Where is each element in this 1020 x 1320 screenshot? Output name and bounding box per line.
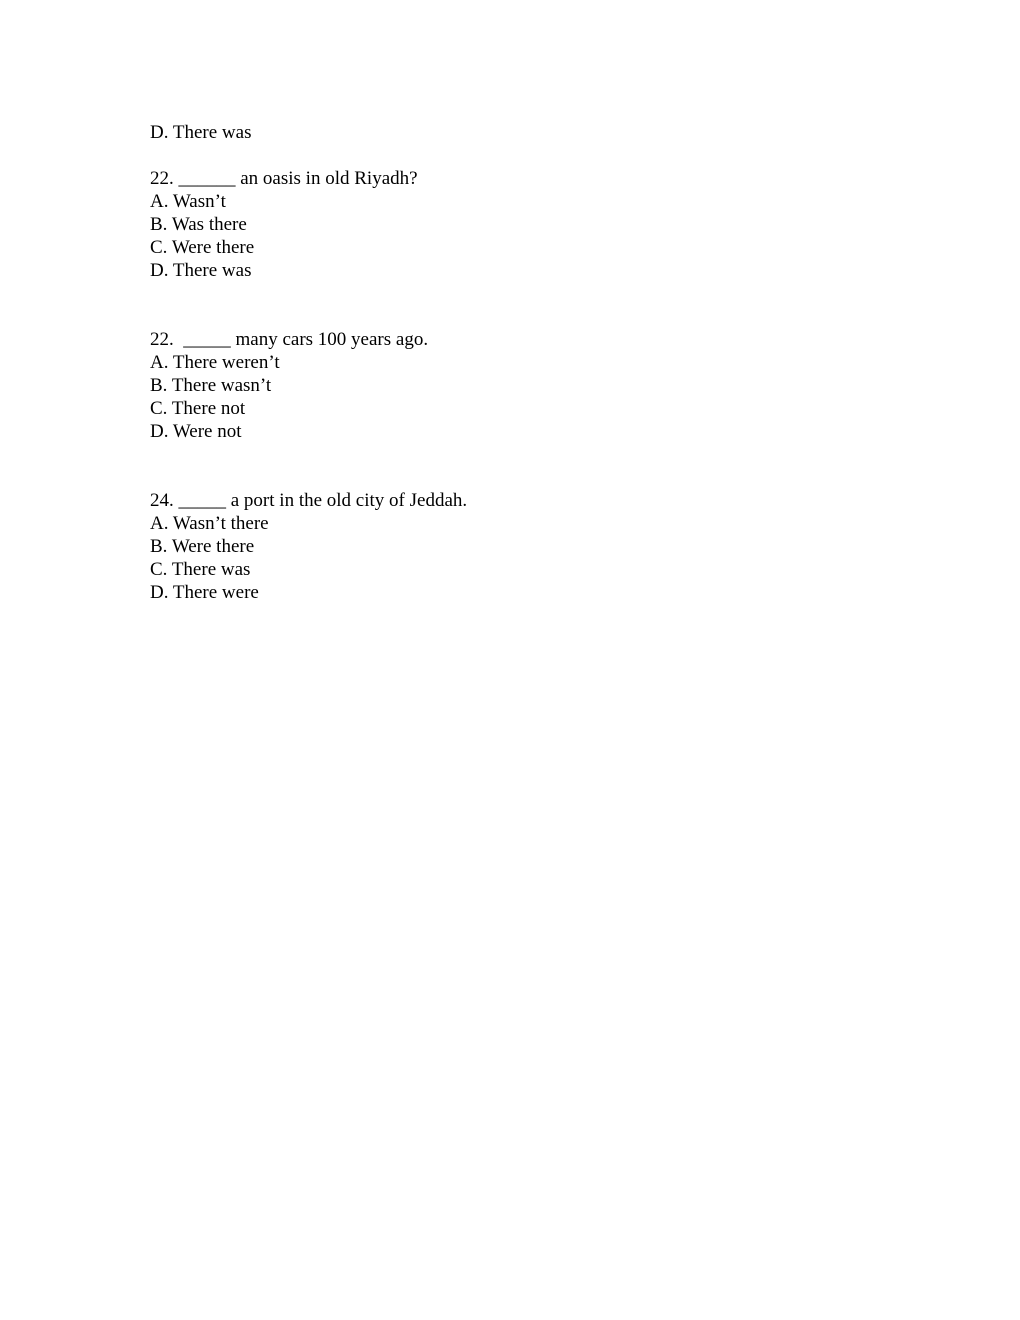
question-stem: 24. _____ a port in the old city of Jeddah.	[150, 490, 468, 511]
option-c: C. There was	[150, 559, 251, 580]
option-d: D. Were not	[150, 421, 242, 442]
question-stem: 22. _____ many cars 100 years ago.	[150, 329, 429, 350]
option-c: C. Were there	[150, 237, 255, 258]
question-stem: 22. ______ an oasis in old Riyadh?	[150, 168, 418, 189]
option-a: A. Wasn’t	[150, 191, 226, 212]
option-b: B. There wasn’t	[150, 375, 272, 396]
option-d: D. There were	[150, 582, 259, 603]
carryover-option: D. There was	[150, 122, 252, 143]
option-c: C. There not	[150, 398, 246, 419]
option-b: B. Were there	[150, 536, 255, 557]
option-a: A. There weren’t	[150, 352, 280, 373]
option-b: B. Was there	[150, 214, 247, 235]
option-a: A. Wasn’t there	[150, 513, 269, 534]
option-d: D. There was	[150, 260, 252, 281]
